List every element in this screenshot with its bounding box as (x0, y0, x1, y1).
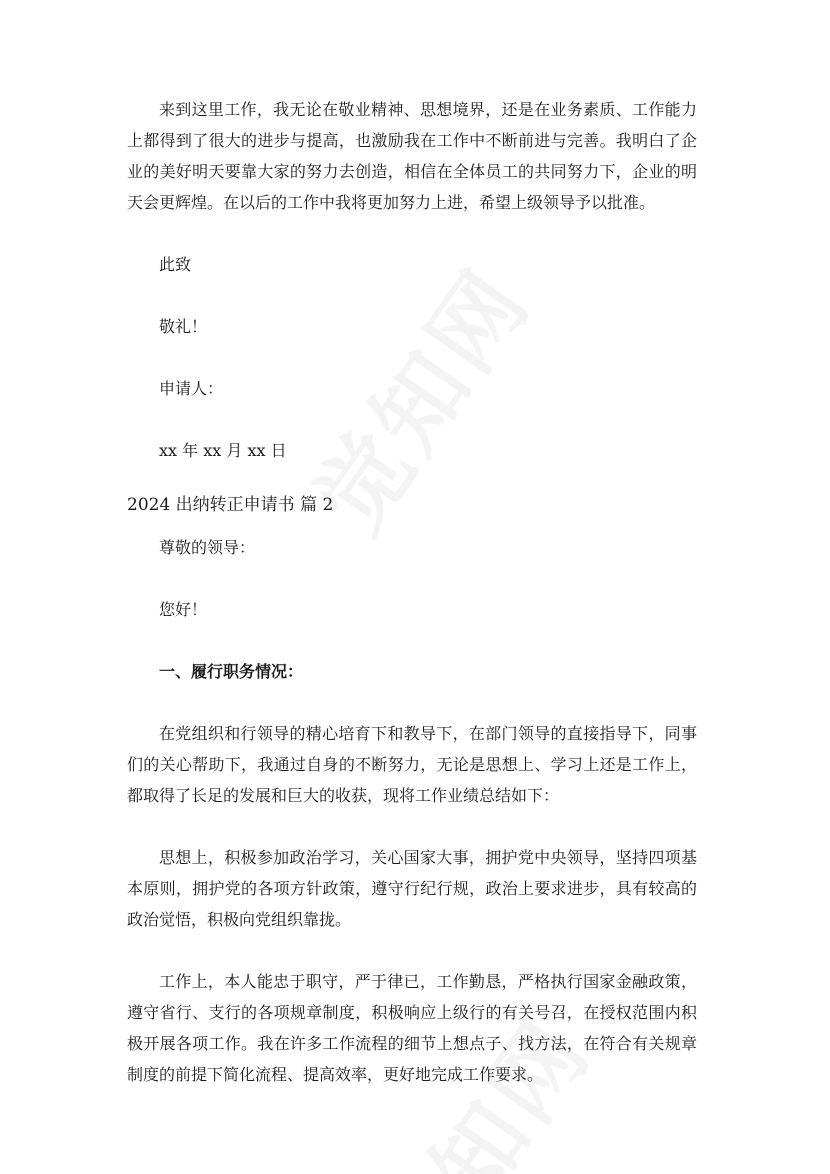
closing-line-1: 此致 (159, 255, 192, 274)
section-heading: 2024 出纳转正申请书 篇 2 (127, 495, 334, 515)
paragraph-thought: 思想上，积极参加政治学习，关心国家大事，拥护党中央领导，坚持四项基本原则，拥护党的各项方针政策，遵守行纪行规，政治上要求进步，具有较高的政治觉悟，积极向党组织靠拢。 (127, 848, 697, 929)
paragraph-work: 工作上，本人能忠于职守，严于律已，工作勤恳，严格执行国家金融政策，遵守省行、支行的各项规章制度，积极响应上级行的有关号召，在授权范围内积极开展各项工作。我在许多工作流程的细节上想点子、找方法，在符合有关规章制度的前提下简化流程、提高效率，更好地完成工作要求。 (127, 972, 697, 1084)
closing-line-2: 敬礼！ (159, 317, 208, 336)
greeting: 您好！ (159, 600, 208, 619)
document-body (127, 94, 697, 487)
date-line: xx 年 xx 月 xx 日 (159, 441, 287, 460)
applicant-label: 申请人： (159, 379, 224, 398)
paragraph-conclusion: 来到这里工作，我无论在敬业精神、思想境界，还是在业务素质、工作能力上都得到了很大的进步与提高，也激励我在工作中不断前进与完善。我明白了企业的美好明天要靠大家的努力去创造，相信在全体员工的共同努力下，企业的明天会更辉煌。在以后的工作中我将更加努力上进，希望上级领导予以批准。 (127, 100, 697, 212)
document-section-2 (127, 490, 697, 1121)
paragraph-intro: 在党组织和行领导的精心培育下和教导下，在部门领导的直接指导下，同事们的关心帮助下，我通过自身的不断努力，无论是思想上、学习上还是工作上，都取得了长足的发展和巨大的收获，现将工作业绩总结如下： (127, 724, 697, 805)
duty-section-title: 一、履行职务情况： (159, 662, 304, 681)
salutation: 尊敬的领导： (159, 538, 256, 557)
